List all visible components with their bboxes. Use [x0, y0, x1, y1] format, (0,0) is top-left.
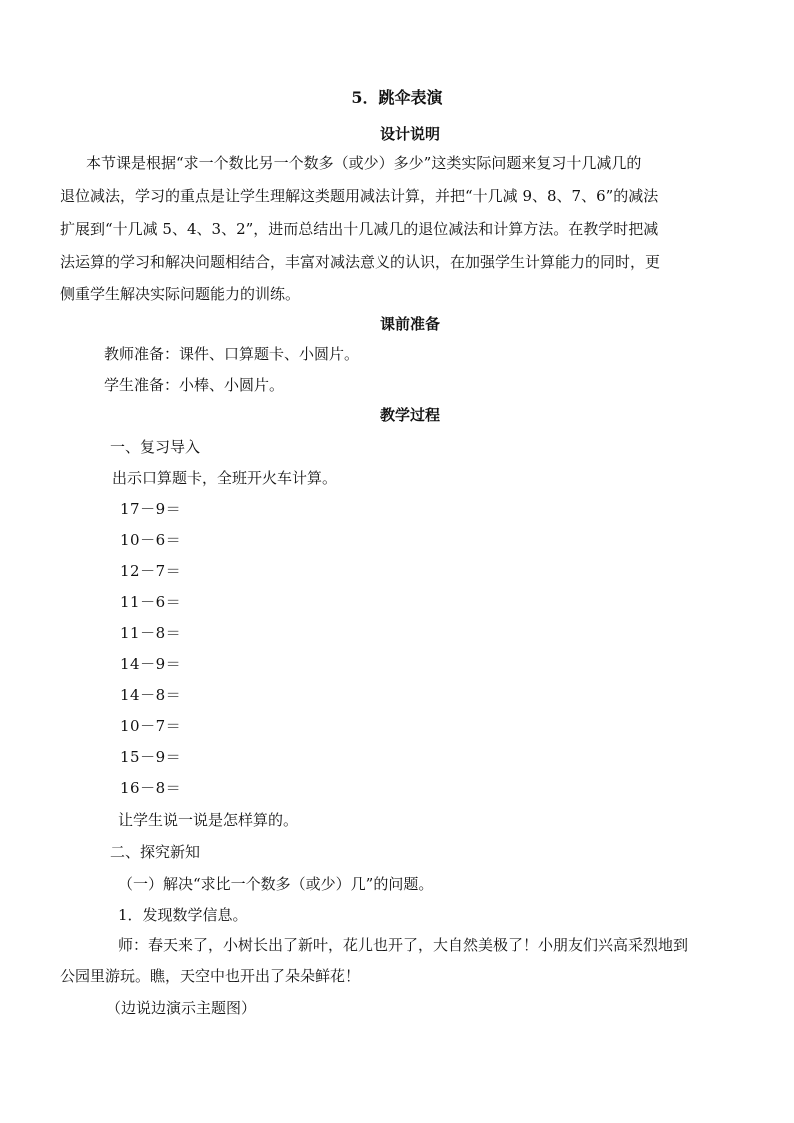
- design-line-4: 法运算的学习和解决问题相结合，丰富对减法意义的认识，在加强学生计算能力的同时，更: [60, 253, 661, 271]
- equation: 15－9＝: [120, 748, 182, 766]
- equation: 14－9＝: [120, 655, 182, 673]
- equation: 17－9＝: [120, 500, 182, 518]
- teacher-line-2: 公园里游玩。瞧，天空中也开出了朵朵鲜花！: [60, 967, 361, 985]
- equation: 12－7＝: [120, 562, 182, 580]
- equation: 11－6＝: [120, 593, 182, 611]
- section-review: 一、复习导入: [110, 438, 201, 456]
- equation: 10－6＝: [120, 531, 182, 549]
- review-after: 让学生说一说是怎样算的。: [118, 811, 299, 829]
- prep-heading: 课前准备: [379, 315, 440, 333]
- equation: 14－8＝: [120, 686, 182, 704]
- equation: 10－7＝: [120, 717, 182, 735]
- teacher-line-1: 师：春天来了，小树长出了新叶，花儿也开了，大自然美极了！小朋友们兴高采烈地到: [118, 936, 689, 954]
- teacher-prep: 教师准备：课件、口算题卡、小圆片。: [104, 345, 360, 363]
- design-line-2: 退位减法，学习的重点是让学生理解这类题用减法计算，并把“十几减 9、8、7、6”的减法: [60, 187, 659, 205]
- design-line-5: 侧重学生解决实际问题能力的训练。: [60, 285, 301, 303]
- design-line-1: 本节课是根据“求一个数比另一个数多（或少）多少”这类实际问题来复习十几减几的: [86, 154, 642, 172]
- step-1: 1．发现数学信息。: [118, 906, 248, 924]
- equation: 16－8＝: [120, 779, 182, 797]
- equation: 11－8＝: [120, 624, 182, 642]
- design-line-3: 扩展到“十几减 5、4、3、2”，进而总结出十几减几的退位减法和计算方法。在教学时把减: [60, 220, 659, 238]
- section-explore: 二、探究新知: [110, 843, 201, 861]
- student-prep: 学生准备：小棒、小圆片。: [104, 376, 285, 394]
- subsection-1: （一）解决“求比一个数多（或少）几”的问题。: [118, 875, 434, 893]
- lesson-title: 5．跳伞表演: [351, 88, 443, 107]
- design-heading: 设计说明: [379, 125, 440, 143]
- review-intro: 出示口算题卡，全班开火车计算。: [112, 469, 338, 487]
- process-heading: 教学过程: [379, 406, 440, 424]
- demo-note: （边说边演示主题图）: [106, 999, 257, 1017]
